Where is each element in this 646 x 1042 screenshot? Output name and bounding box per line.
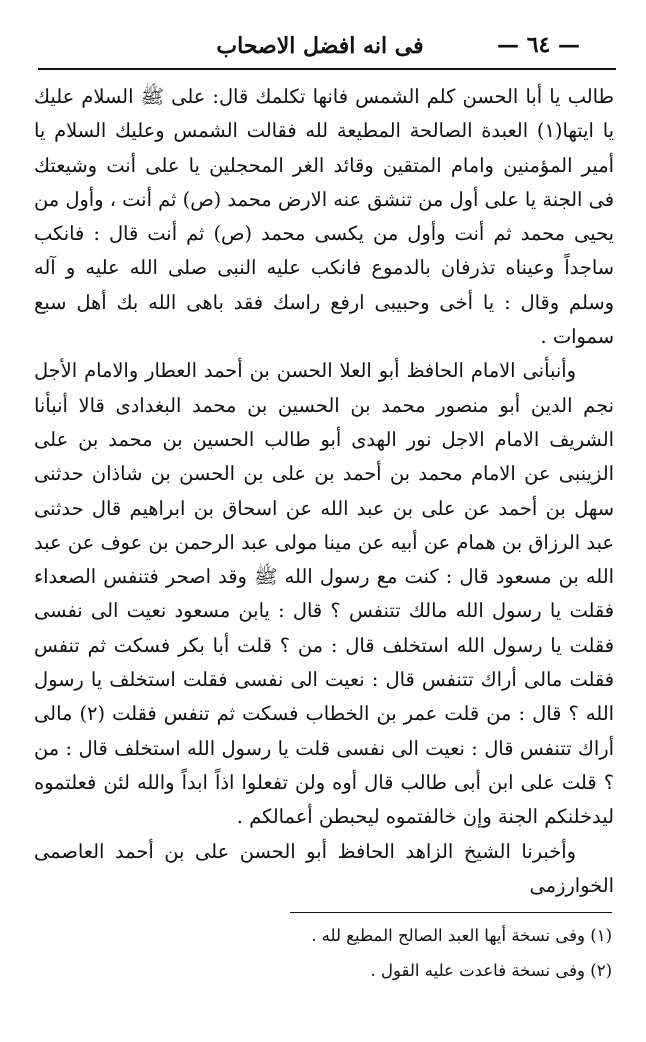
page-number: — ٦٤ — [497,32,580,58]
page-header [40,30,600,62]
paragraph-1: طالب يا أبا الحسن كلم الشمس فانها تكلمك قال: على ﷺ السلام عليك يا ايتها(١) العبدة الصالحة المطيعة لله فقالت الشمس وعليك السلام يا أمير المؤمنين وامام المتقين وقائد الغر المحجلين يا على أنت وشيعتك فى الجنة يا على أول من تنشق عنه الارض محمد (ص) ثم أنت ، وأول من يحيى محمد ثم أنت وأول من يكسى محمد (ص) ثم أنت قال : فانكب ساجداً وعيناه تذرفان بالدموع فانكب عليه النبى صلى الله عليه و آله وسلم وقال : يا أخى وحبيبى ارفع راسك فقد باهى الله بك أهل سبع سموات . [34,85,615,349]
footnote-2: (٢) وفى نسخة فاعدت عليه القول . [370,961,612,980]
body-text [34,80,614,903]
paragraph-3: وأخبرنا الشيخ الزاهد الحافظ أبو الحسن على بن أحمد العاصمى الخوارزمى [34,839,614,897]
footnote-rule [290,912,612,913]
running-title: فى انه افضل الاصحاب [216,33,424,59]
footnote-1: (١) وفى نسخة أيها العبد الصالح المطيع لله . [311,926,612,945]
paragraph-2: وأنبأنى الامام الحافظ أبو العلا الحسن بن أحمد العطار والامام الأجل نجم الدين أبو منصور محمد بن الحسين بن محمد البغدادى قالا أنبأنا الشريف الامام الاجل نور الهدى أبو طالب الحسين بن محمد بن على الزينبى عن الامام محمد بن أحمد بن على بن الحسن بن شاذان حدثنى سهل بن أحمد عن على بن عبد الله عن اسحاق بن ابراهيم قال حدثنى عبد الرزاق بن همام عن أبيه عن مينا مولى عبد الرحمن بن عوف عن عبد الله بن مسعود قال : كنت مع رسول الله ﷺ وقد اصحر فتنفس الصعداء فقلت يا رسول الله مالك تتنفس ؟ قال : يابن مسعود نعيت الى نفسى فقلت يا رسول الله استخلف قال : من ؟ قلت أبا بكر فسكت ثم تنفس فقلت مالى أراك تتنفس قال : نعيت الى نفسى فقلت استخلف يا رسول الله ؟ قال : من قلت عمر بن الخطاب فسكت ثم تنفس فقلت (٢) مالى أراك تتنفس قال : نعيت الى نفسى قلت يا رسول الله استخلف قال : من ؟ قلت على ابن أبى طالب قال أوه ولن تفعلوا اذاً ابداً والله لئن فعلتموه ليدخلنكم الجنة وإن خالفتموه ليحبطن أعمالكم . [34,359,614,829]
header-rule [38,68,616,70]
footnotes [52,918,612,988]
